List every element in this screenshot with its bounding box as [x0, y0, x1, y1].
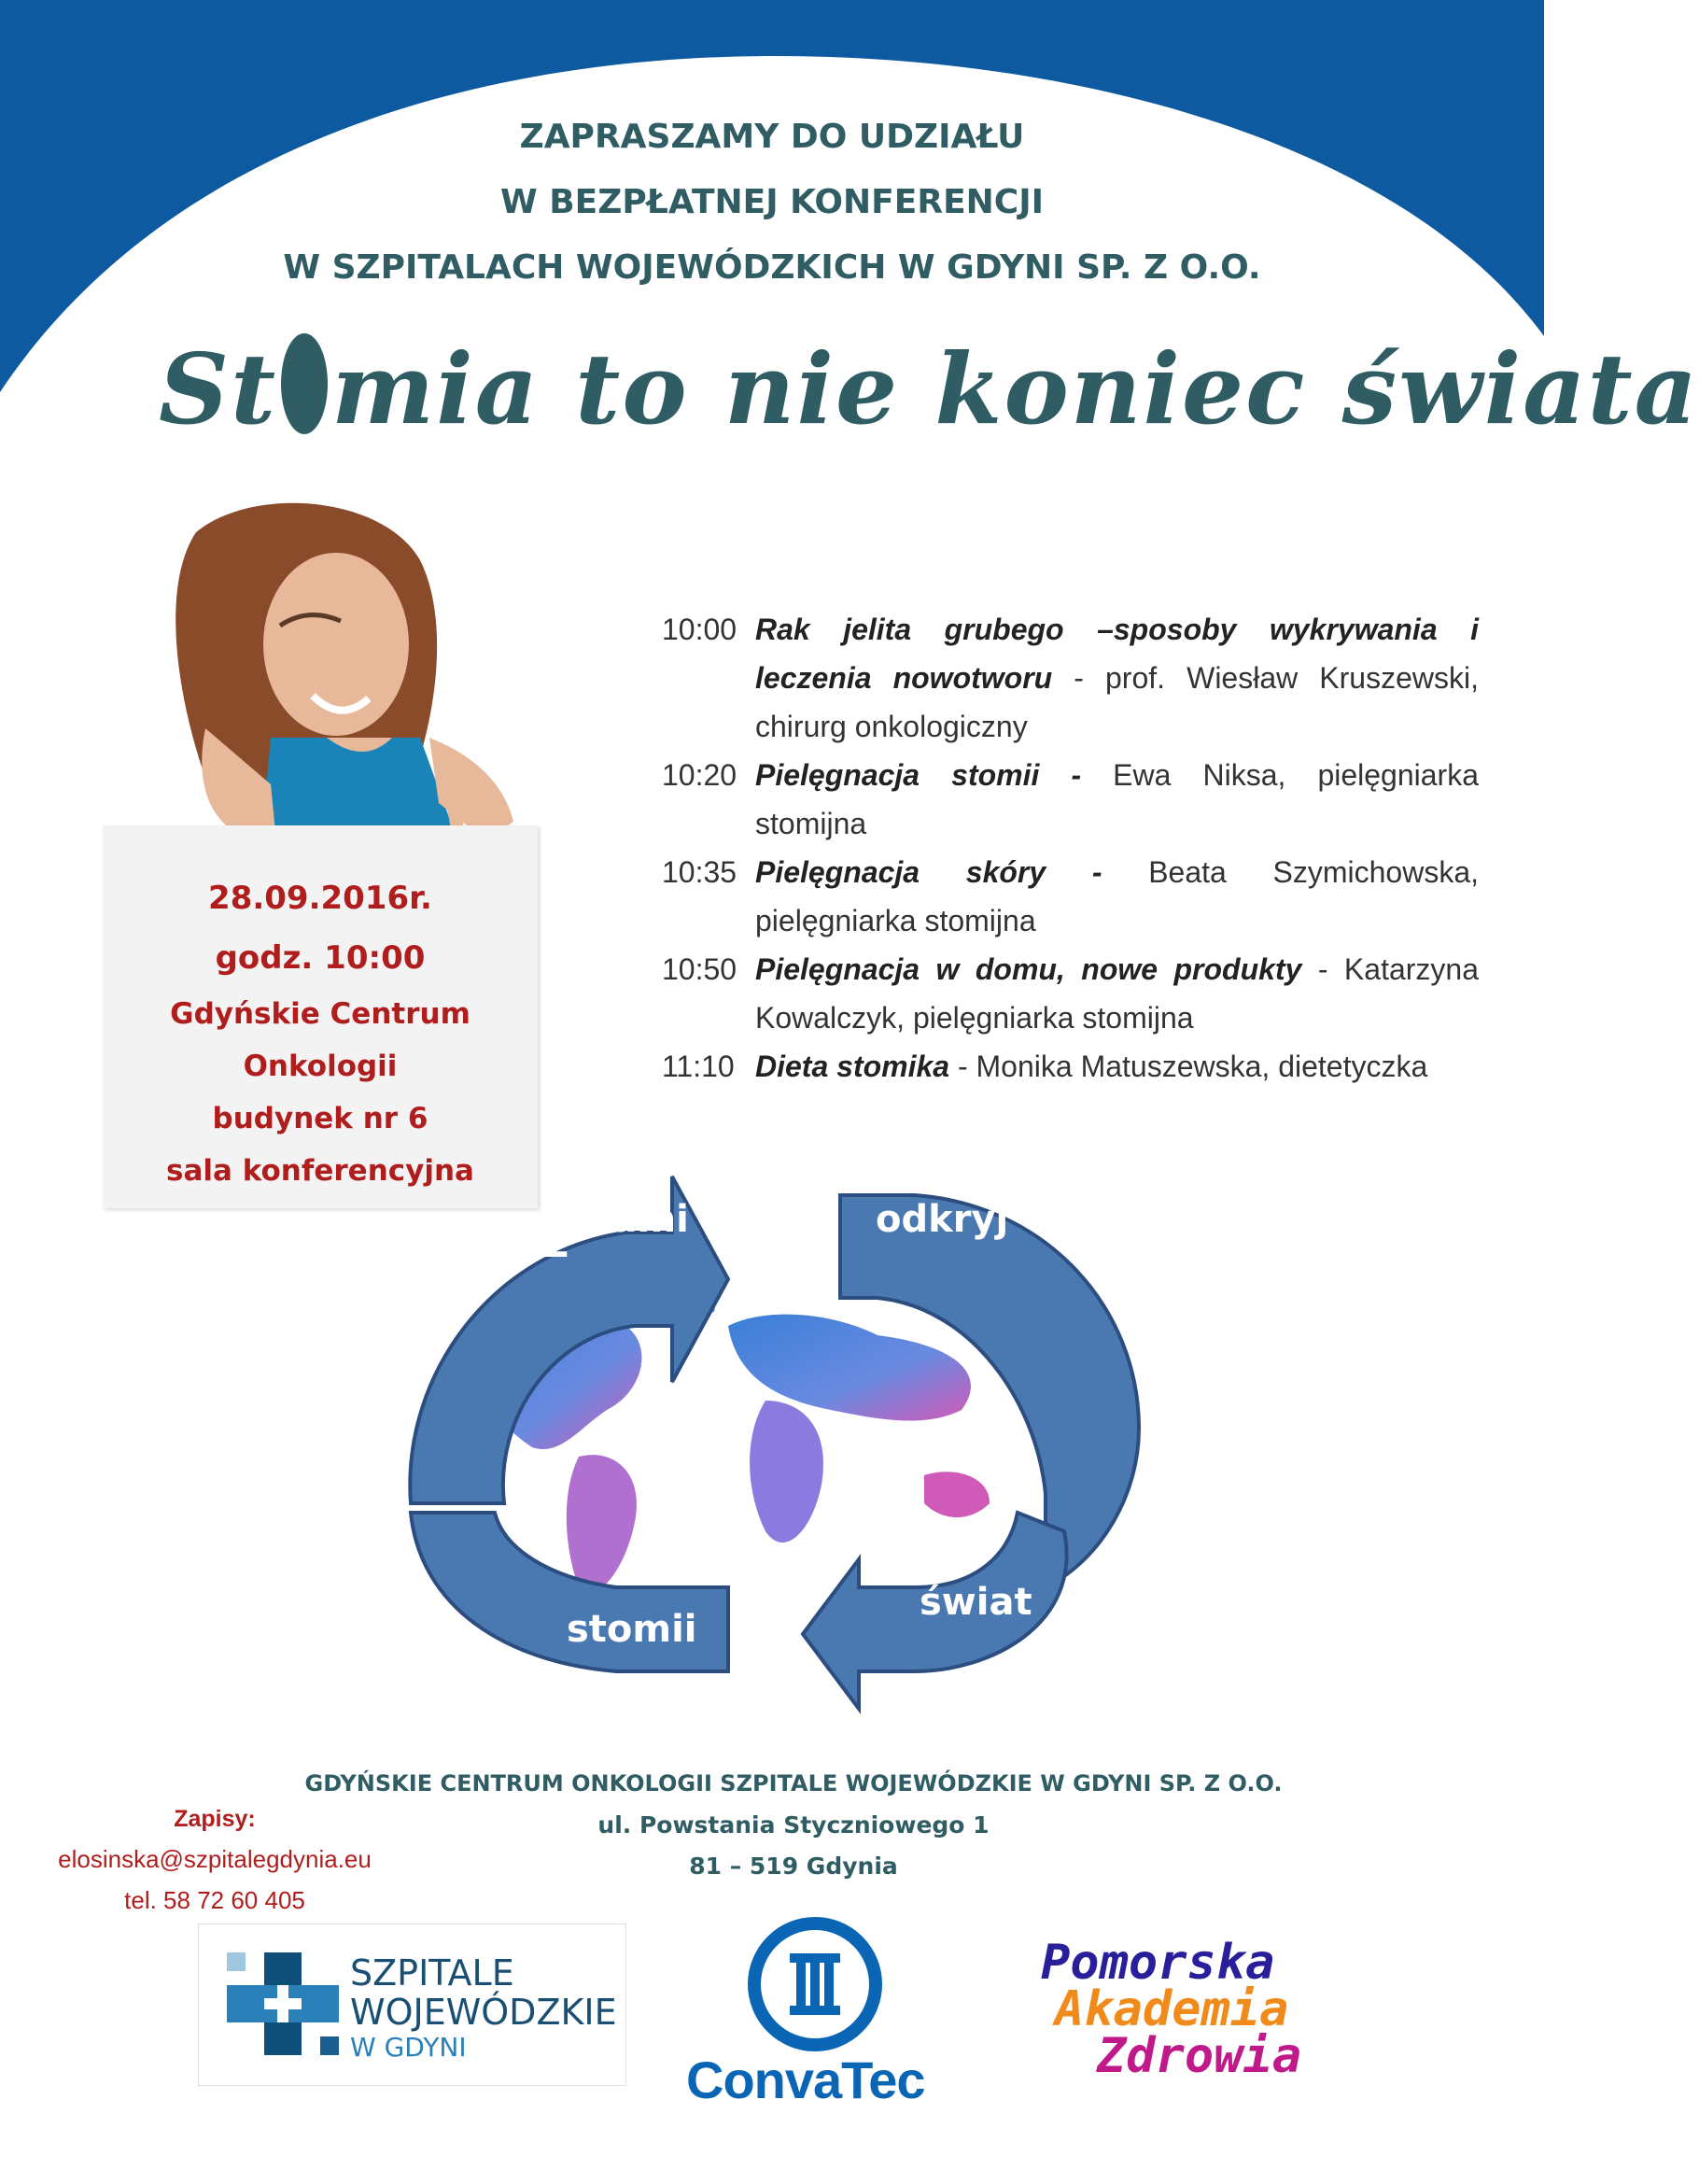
agenda [662, 605, 1479, 1091]
agenda-speaker: - prof. Wiesław Kruszewski, chirurg onkologiczny [755, 661, 1480, 743]
event-place-3: budynek nr 6 [212, 1102, 428, 1135]
szpitale-line-2: WOJEWÓDZKIE [350, 1992, 617, 2033]
title-part-2: mia to nie koniec świata [331, 331, 1699, 446]
agenda-topic: Dieta stomika [755, 1050, 950, 1083]
agenda-topic: Pielęgnacja skóry - [755, 855, 1102, 889]
convatec-emblem-icon [745, 1914, 885, 2054]
footer-org: GDYŃSKIE CENTRUM ONKOLOGII SZPITALE WOJEWÓDZKIE W GDYNI SP. Z O.O. [304, 1770, 1283, 1797]
event-place-2: Onkologii [243, 1050, 398, 1083]
convatec-logo: ConvaTec [686, 2050, 925, 2109]
title-o-mark [281, 333, 328, 434]
title-part-1: St [159, 331, 278, 446]
event-place-1: Gdyńskie Centrum [170, 997, 470, 1031]
arrow-label-swiat: świat [920, 1581, 1032, 1624]
agenda-time: 10:35 [662, 855, 737, 889]
agenda-topic: Pielęgnacja stomii - [755, 758, 1082, 792]
agenda-topic: Rak jelita grubego –sposoby wykrywania i leczenia nowotworu [755, 613, 1479, 695]
woman-illustration [112, 504, 597, 840]
contact-email[interactable]: elosinska@szpitalegdynia.eu [58, 1845, 372, 1873]
agenda-speaker: Ewa Niksa, pielęgniarka stomijna [755, 758, 1480, 840]
agenda-time: 10:00 [662, 613, 737, 646]
contact-label: Zapisy: [174, 1806, 256, 1832]
cycle-diagram [392, 1120, 1176, 1709]
agenda-item [662, 605, 1479, 751]
event-time: godz. 10:00 [215, 939, 426, 977]
footer-city: 81 – 519 Gdynia [689, 1853, 898, 1880]
agenda-topic: Pielęgnacja w domu, nowe produkty [755, 952, 1302, 986]
agenda-item [662, 1042, 1479, 1091]
arrow-label-stomii: stomii [567, 1608, 697, 1651]
pomorska-line-1: Pomorska [1041, 1935, 1275, 1991]
agenda-item [662, 848, 1479, 945]
arrow-label-odkryj: odkryj [876, 1198, 1009, 1241]
agenda-speaker: Beata Szymichowska, pielęgniarka stomijna [755, 855, 1480, 937]
event-place-4: sala konferencyjna [166, 1154, 474, 1188]
agenda-speaker: - Katarzyna Kowalczyk, pielęgniarka stomijna [755, 952, 1479, 1035]
header-line-3: W SZPITALACH WOJEWÓDZKICH W GDYNI SP. Z O.O. [283, 248, 1261, 287]
header-line-1: ZAPRASZAMY DO UDZIAŁU [519, 118, 1025, 156]
arrow-label-nami: Nami [581, 1198, 689, 1241]
szpitale-line-1: SZPITALE [350, 1952, 514, 1994]
event-date: 28.09.2016r. [208, 880, 432, 917]
cross-logo-icon [227, 1952, 339, 2055]
contact-phone: tel. 58 72 60 405 [124, 1886, 305, 1914]
agenda-item [662, 751, 1479, 848]
agenda-item [662, 945, 1479, 1042]
arrow-label-z: Z [541, 1223, 569, 1266]
pomorska-line-2: Akademia [1055, 1981, 1289, 2037]
szpitale-logo [198, 1923, 626, 2086]
pomorska-line-3: Zdrowia [1097, 2028, 1302, 2084]
agenda-time: 10:20 [662, 758, 737, 792]
event-title [159, 331, 1699, 446]
szpitale-line-3: W GDYNI [350, 2032, 467, 2063]
header-line-2: W BEZPŁATNEJ KONFERENCJI [500, 183, 1044, 221]
agenda-time: 11:10 [662, 1050, 735, 1083]
agenda-speaker: - Monika Matuszewska, dietetyczka [949, 1050, 1428, 1083]
agenda-time: 10:50 [662, 952, 737, 986]
footer-street: ul. Powstania Styczniowego 1 [597, 1811, 990, 1839]
